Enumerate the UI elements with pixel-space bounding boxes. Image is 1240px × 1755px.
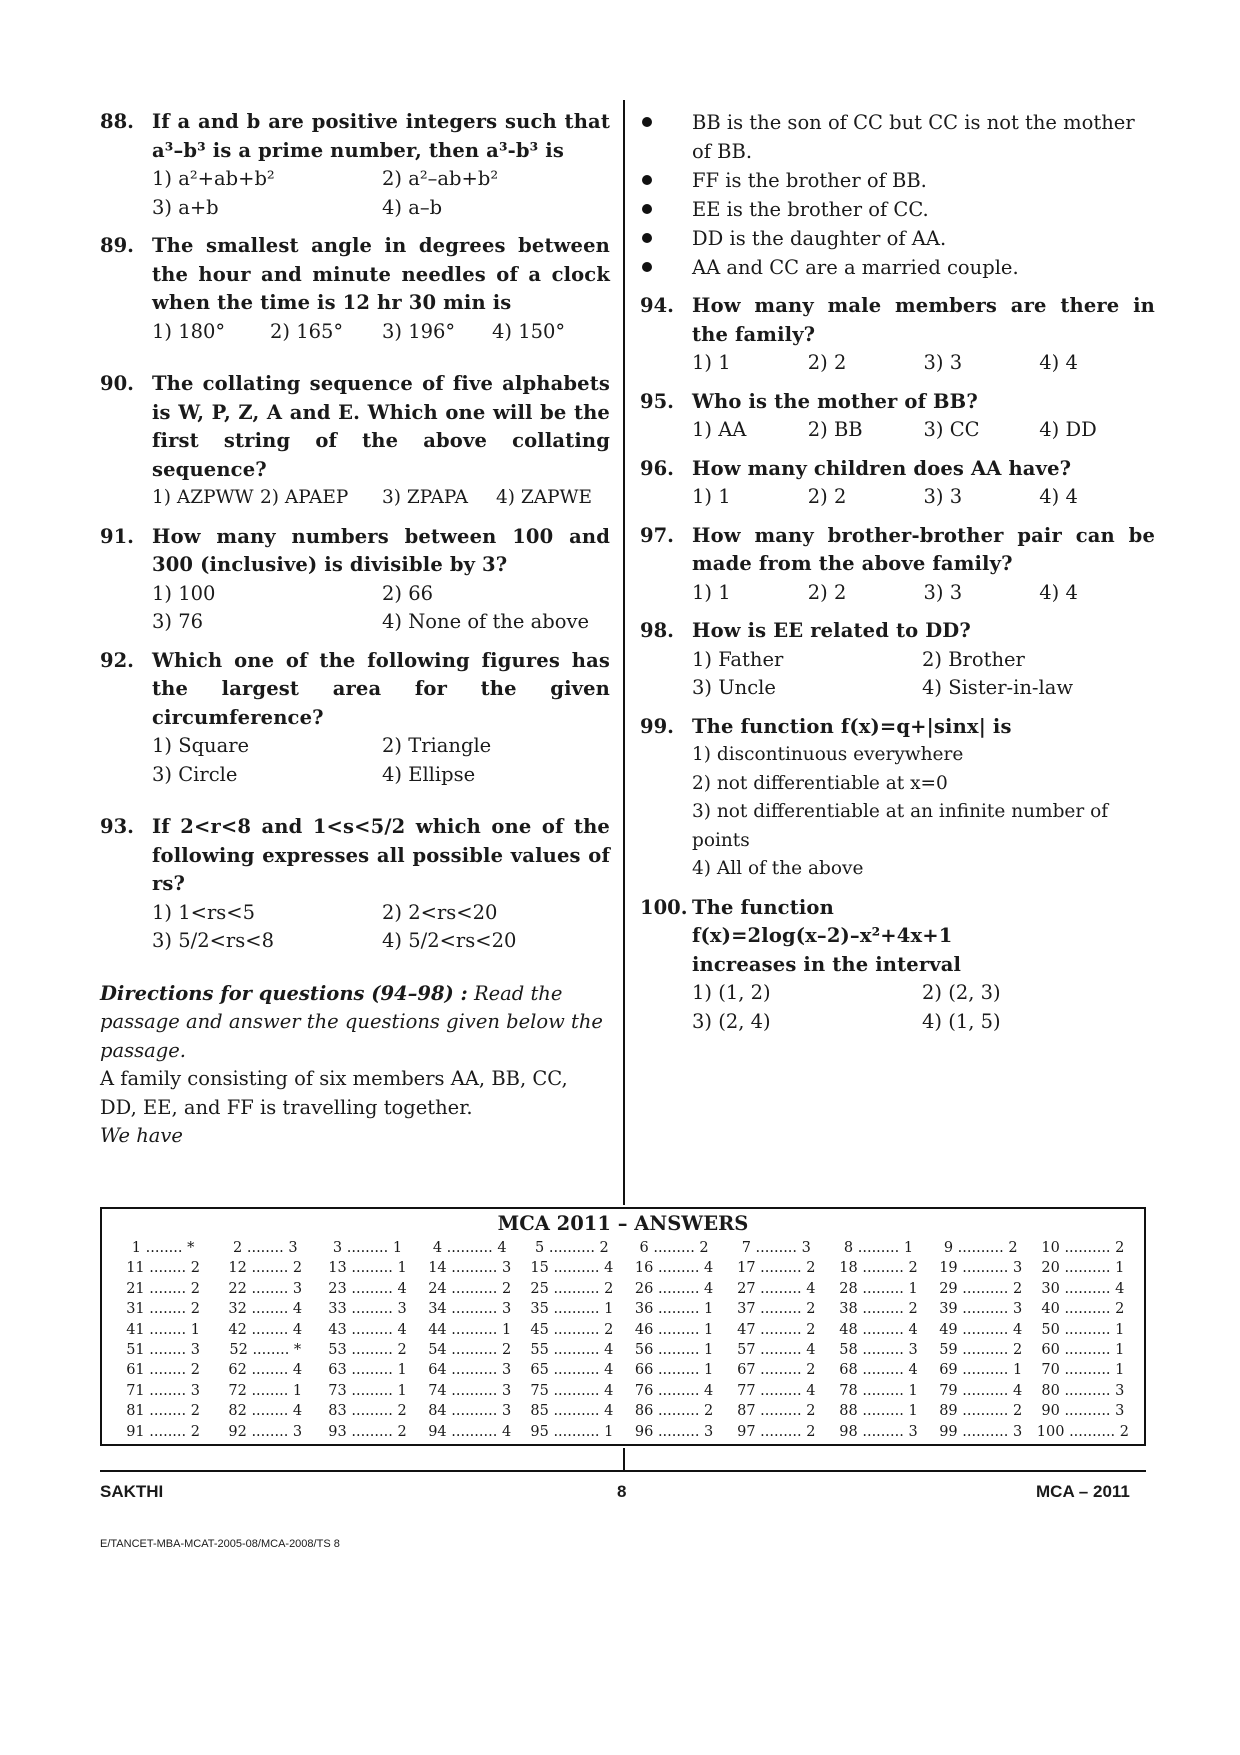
answer-cell: 74 .......... 3 (428, 1382, 512, 1399)
option-4: 4) Sister-in-law (922, 676, 1074, 699)
option-2: 2) Brother (922, 647, 1025, 671)
question-number: 88. (100, 110, 134, 133)
answer-cell: 94 .......... 4 (428, 1423, 512, 1440)
option-2: 2) 2 (807, 351, 847, 374)
answer-cell: 100 .......... 2 (1036, 1423, 1129, 1440)
option-3: 3) CC (923, 418, 980, 441)
option-2: 2) APAEP (260, 487, 349, 508)
question-stem: The smallest angle in degrees between the hour and minute needles of a clock when the time is 12 hr 30 min is (152, 234, 610, 314)
option-4: 4) 5/2<rs<20 (382, 929, 517, 952)
list-item: AA and CC are a married couple. (640, 253, 1155, 282)
option-1: 1) 1 (692, 580, 731, 604)
answer-cell: 85 .......... 4 (530, 1403, 614, 1420)
answer-cell: 25 .......... 2 (530, 1280, 614, 1297)
answer-cell: 78 ......... 1 (839, 1382, 918, 1399)
option-4: 4) ZAPWE (496, 487, 593, 508)
option-3: 3) not differentiable at an infinite number of points (692, 801, 1109, 851)
answer-cell: 44 .......... 1 (428, 1321, 512, 1338)
answer-cell: 18 ......... 2 (839, 1260, 918, 1277)
question-number: 93. (100, 815, 134, 838)
answer-cell: 15 .......... 4 (530, 1260, 614, 1277)
option-2: 2) 66 (382, 581, 434, 605)
answer-cell: 72 ........ 1 (228, 1382, 303, 1399)
directions-heading: Directions for questions (94–98) : (100, 981, 468, 1005)
answer-cell: 98 ......... 3 (839, 1423, 918, 1440)
answer-cell: 80 .......... 3 (1041, 1382, 1125, 1399)
answer-cell: 43 ......... 4 (328, 1321, 407, 1338)
answer-cell: 66 ......... 1 (634, 1362, 714, 1379)
option-3: 3) a+b (152, 195, 219, 219)
answer-cell: 52 ........ * (229, 1342, 302, 1359)
answer-cell: 64 .......... 3 (428, 1362, 512, 1379)
question-formula: f(x)=2log(x–2)–x²+4x+1 (692, 924, 953, 947)
answer-cell: 20 .......... 1 (1041, 1260, 1125, 1277)
answer-cell: 33 ......... 3 (328, 1301, 407, 1318)
list-item: EE is the brother of CC. (640, 195, 1155, 224)
question-number: 90. (100, 372, 134, 395)
answer-cell: 62 ........ 4 (228, 1362, 303, 1379)
list-item: FF is the brother of BB. (640, 166, 1155, 195)
footer-rule (100, 1470, 1146, 1472)
answer-cell: 14 .......... 3 (428, 1260, 512, 1277)
answer-cell: 21 ........ 2 (126, 1280, 200, 1297)
question-stem: If 2<r<8 and 1<s<5/2 which one of the following expresses all possible values of rs? (152, 815, 610, 895)
answer-cell: 11 ........ 2 (126, 1260, 200, 1277)
answer-cell: 46 ......... 1 (634, 1321, 714, 1338)
option-4: 4) 150° (492, 319, 566, 343)
answer-cell: 17 ......... 2 (737, 1260, 816, 1277)
option-2: 2) 2<rs<20 (382, 900, 498, 924)
left-column (100, 108, 610, 1151)
question-number: 95. (640, 389, 674, 413)
answer-cell: 88 ......... 1 (839, 1403, 918, 1420)
question-number: 92. (100, 648, 134, 672)
option-2: 2) 165° (270, 319, 344, 343)
answer-cell: 32 ........ 4 (228, 1301, 303, 1318)
bullet-icon (642, 204, 652, 214)
footer-divider-tick (623, 1448, 625, 1470)
footer-exam: MCA – 2011 (1036, 1482, 1130, 1501)
answer-cell: 61 ........ 2 (126, 1362, 200, 1379)
answer-key-grid (112, 1238, 1134, 1442)
question-stem: Which one of the following figures has the largest area for the given circumference? (152, 648, 610, 729)
answer-cell: 99 .......... 3 (939, 1423, 1023, 1440)
question-98 (640, 617, 1155, 703)
answer-cell: 84 .......... 3 (428, 1403, 512, 1420)
question-stem: How is EE related to DD? (692, 619, 971, 642)
option-4: 4) (1, 5) (922, 1009, 1001, 1033)
option-4: 4) 4 (1039, 485, 1078, 508)
answer-cell: 67 ......... 2 (737, 1362, 816, 1379)
question-88 (100, 108, 610, 222)
bullet-icon (642, 175, 652, 185)
page-number: 8 (617, 1482, 627, 1501)
answer-cell: 53 ......... 2 (328, 1342, 407, 1359)
option-2: 2) BB (807, 418, 863, 441)
option-3: 3) 5/2<rs<8 (152, 929, 275, 952)
answer-cell: 70 .......... 1 (1041, 1362, 1125, 1379)
answer-cell: 13 ......... 1 (328, 1260, 407, 1277)
option-1: 1) Father (692, 647, 784, 671)
option-3: 3) 3 (923, 580, 963, 604)
bullet-icon (642, 262, 652, 272)
answer-cell: 79 .......... 4 (939, 1382, 1023, 1399)
answer-cell: 57 ......... 4 (737, 1342, 816, 1359)
answer-cell: 35 .......... 1 (530, 1301, 614, 1318)
answer-cell: 63 ......... 1 (328, 1362, 407, 1379)
question-number: 99. (640, 714, 674, 738)
option-2: 2) (2, 3) (922, 981, 1001, 1004)
answer-cell: 9 .......... 2 (943, 1240, 1018, 1256)
option-1: 1) 1 (692, 485, 731, 508)
answer-cell: 83 ......... 2 (328, 1403, 407, 1420)
answer-cell: 76 ......... 4 (634, 1382, 714, 1399)
answer-cell: 93 ......... 2 (328, 1423, 407, 1440)
answer-cell: 41 ........ 1 (126, 1321, 200, 1338)
option-3: 3) Circle (152, 762, 238, 786)
question-stem: If a and b are positive integers such that a³–b³ is a prime number, then a³-b³ is (152, 110, 610, 162)
passage-we-have: We have (100, 1124, 183, 1147)
question-stem-cont: increases in the interval (692, 952, 962, 976)
question-stem: The collating sequence of five alphabets is W, P, Z, A and E. Which one will be the first string of the above collating sequence? (152, 372, 610, 481)
directions-instruction: Read the passage and answer the questions given below the passage. (100, 981, 603, 1062)
answer-cell: 1 ........ * (131, 1240, 195, 1256)
answer-cell: 6 ......... 2 (639, 1240, 709, 1256)
answer-cell: 56 ......... 1 (634, 1342, 714, 1359)
option-3: 3) 76 (152, 610, 204, 633)
answer-cell: 38 ......... 2 (839, 1301, 918, 1318)
option-4: 4) None of the above (382, 610, 590, 633)
option-1: 1) discontinuous everywhere (692, 744, 964, 765)
answer-cell: 77 ......... 4 (737, 1382, 816, 1399)
answer-cell: 30 .......... 4 (1041, 1280, 1125, 1297)
option-4: 4) 4 (1039, 580, 1078, 604)
answer-cell: 73 ......... 1 (328, 1382, 407, 1399)
question-95 (640, 388, 1155, 445)
question-90 (100, 370, 610, 513)
bullet-icon (642, 233, 652, 243)
answer-cell: 87 ......... 2 (737, 1403, 816, 1420)
question-number: 98. (640, 619, 674, 642)
answer-key-box (100, 1207, 1146, 1446)
right-column (640, 108, 1155, 1036)
answer-cell: 92 ........ 3 (228, 1423, 303, 1440)
answer-cell: 96 ......... 3 (634, 1423, 714, 1440)
document-reference: E/TANCET-MBA-MCAT-2005-08/MCA-2008/TS 8 (100, 1538, 340, 1550)
answer-cell: 48 ......... 4 (839, 1321, 918, 1338)
answer-cell: 50 .......... 1 (1041, 1321, 1125, 1338)
answer-cell: 90 .......... 3 (1041, 1403, 1125, 1420)
option-4: 4) Ellipse (382, 762, 476, 786)
list-item: DD is the daughter of AA. (640, 224, 1155, 253)
option-4: 4) a–b (382, 195, 443, 219)
answer-cell: 82 ........ 4 (228, 1403, 303, 1420)
answer-cell: 27 ......... 4 (737, 1280, 816, 1297)
answer-cell: 5 .......... 2 (535, 1240, 609, 1256)
question-stem: Who is the mother of BB? (692, 389, 978, 413)
column-divider (623, 100, 625, 1205)
option-4: 4) DD (1039, 418, 1097, 441)
answer-cell: 75 .......... 4 (530, 1382, 614, 1399)
option-3: 3) ZPAPA (382, 487, 468, 508)
answer-cell: 26 ......... 4 (634, 1280, 714, 1297)
option-2: 2) 2 (807, 580, 847, 604)
answer-cell: 45 .......... 2 (530, 1321, 614, 1338)
answer-key-title: MCA 2011 – ANSWERS (497, 1212, 749, 1235)
option-1: 1) 180° (152, 319, 226, 343)
question-99 (640, 713, 1155, 884)
option-4: 4) All of the above (692, 858, 864, 879)
answer-cell: 54 .......... 2 (428, 1342, 512, 1359)
answer-cell: 81 ........ 2 (126, 1403, 200, 1420)
option-3: 3) Uncle (692, 676, 776, 699)
question-100 (640, 894, 1155, 1037)
option-1: 1) AA (692, 418, 747, 441)
answer-cell: 69 .......... 1 (939, 1362, 1023, 1379)
answer-cell: 39 .......... 3 (939, 1301, 1023, 1318)
option-1: 1) Square (152, 734, 250, 757)
answer-cell: 97 ......... 2 (737, 1423, 816, 1440)
option-2: 2) not differentiable at x=0 (692, 772, 948, 794)
question-91 (100, 523, 610, 637)
answer-cell: 71 ........ 3 (126, 1382, 200, 1399)
answer-cell: 4 .......... 4 (432, 1240, 507, 1256)
footer-publisher: SAKTHI (100, 1482, 164, 1501)
option-3: 3) 3 (923, 485, 963, 508)
question-stem: The function (692, 895, 834, 919)
answer-cell: 95 .......... 1 (530, 1423, 614, 1440)
question-stem: How many children does AA have? (692, 456, 1072, 480)
list-item: BB is the son of CC but CC is not the mother of BB. (640, 108, 1155, 166)
answer-cell: 34 .......... 3 (428, 1301, 512, 1318)
passage-text: A family consisting of six members AA, BB, CC, DD, EE, and FF is travelling together. (100, 1067, 568, 1119)
answer-cell: 2 ........ 3 (233, 1240, 298, 1256)
option-4: 4) 4 (1039, 351, 1078, 374)
question-number: 89. (100, 234, 134, 257)
passage-facts-list (640, 108, 1155, 282)
question-number: 97. (640, 523, 674, 547)
answer-cell: 58 ......... 3 (839, 1342, 918, 1359)
question-96 (640, 455, 1155, 512)
answer-cell: 8 ......... 1 (843, 1240, 914, 1256)
answer-cell: 59 .......... 2 (939, 1342, 1023, 1359)
option-2: 2) 2 (807, 485, 847, 508)
answer-cell: 24 .......... 2 (428, 1280, 512, 1297)
answer-cell: 86 ......... 2 (634, 1403, 714, 1420)
answer-cell: 31 ........ 2 (126, 1301, 200, 1318)
question-89 (100, 232, 610, 346)
answer-cell: 28 ......... 1 (839, 1280, 918, 1297)
option-2: 2) a²–ab+b² (382, 167, 499, 190)
option-1: 1) AZPWW (152, 487, 254, 508)
option-1: 1) a²+ab+b² (152, 167, 275, 190)
question-stem: The function f(x)=q+|sinx| is (692, 714, 1012, 738)
answer-cell: 89 .......... 2 (939, 1403, 1023, 1420)
answer-cell: 7 ......... 3 (741, 1240, 811, 1256)
answer-cell: 16 ......... 4 (634, 1260, 714, 1277)
answer-cell: 91 ........ 2 (126, 1423, 200, 1440)
question-number: 100. (640, 895, 688, 919)
question-stem: How many numbers between 100 and 300 (inclusive) is divisible by 3? (152, 524, 610, 576)
option-3: 3) 3 (923, 351, 963, 374)
answer-cell: 51 ........ 3 (126, 1342, 200, 1359)
answer-cell: 3 ......... 1 (332, 1240, 403, 1256)
answer-cell: 60 .......... 1 (1041, 1342, 1125, 1359)
bullet-icon (642, 117, 652, 127)
question-93 (100, 813, 610, 956)
answer-cell: 40 .......... 2 (1041, 1301, 1125, 1318)
answer-cell: 36 ......... 1 (634, 1301, 714, 1318)
answer-cell: 68 ......... 4 (839, 1362, 918, 1379)
question-92 (100, 647, 610, 790)
answer-cell: 37 ......... 2 (737, 1301, 816, 1318)
answer-cell: 10 .......... 2 (1041, 1240, 1125, 1256)
question-stem: How many brother-brother pair can be made from the above family? (692, 523, 1155, 575)
option-1: 1) 100 (152, 581, 216, 605)
answer-cell: 23 ......... 4 (328, 1280, 407, 1297)
answer-cell: 42 ........ 4 (228, 1321, 303, 1338)
question-number: 96. (640, 456, 674, 480)
answer-cell: 12 ........ 2 (228, 1260, 303, 1277)
answer-cell: 19 .......... 3 (939, 1260, 1023, 1277)
answer-cell: 55 .......... 4 (530, 1342, 614, 1359)
answer-cell: 29 .......... 2 (939, 1280, 1023, 1297)
option-1: 1) 1 (692, 351, 731, 374)
answer-cell: 65 .......... 4 (530, 1362, 614, 1379)
answer-cell: 47 ......... 2 (737, 1321, 816, 1338)
question-stem: How many male members are there in the family? (692, 294, 1155, 346)
directions-passage (100, 980, 610, 1151)
option-2: 2) Triangle (382, 734, 492, 757)
question-number: 91. (100, 524, 134, 548)
option-3: 3) 196° (382, 319, 456, 343)
question-number: 94. (640, 294, 674, 317)
answer-cell: 49 .......... 4 (939, 1321, 1023, 1338)
option-3: 3) (2, 4) (692, 1009, 771, 1033)
question-94 (640, 292, 1155, 378)
answer-cell: 22 ........ 3 (228, 1280, 303, 1297)
option-1: 1) 1<rs<5 (152, 900, 256, 924)
question-97 (640, 522, 1155, 608)
option-1: 1) (1, 2) (692, 981, 771, 1004)
